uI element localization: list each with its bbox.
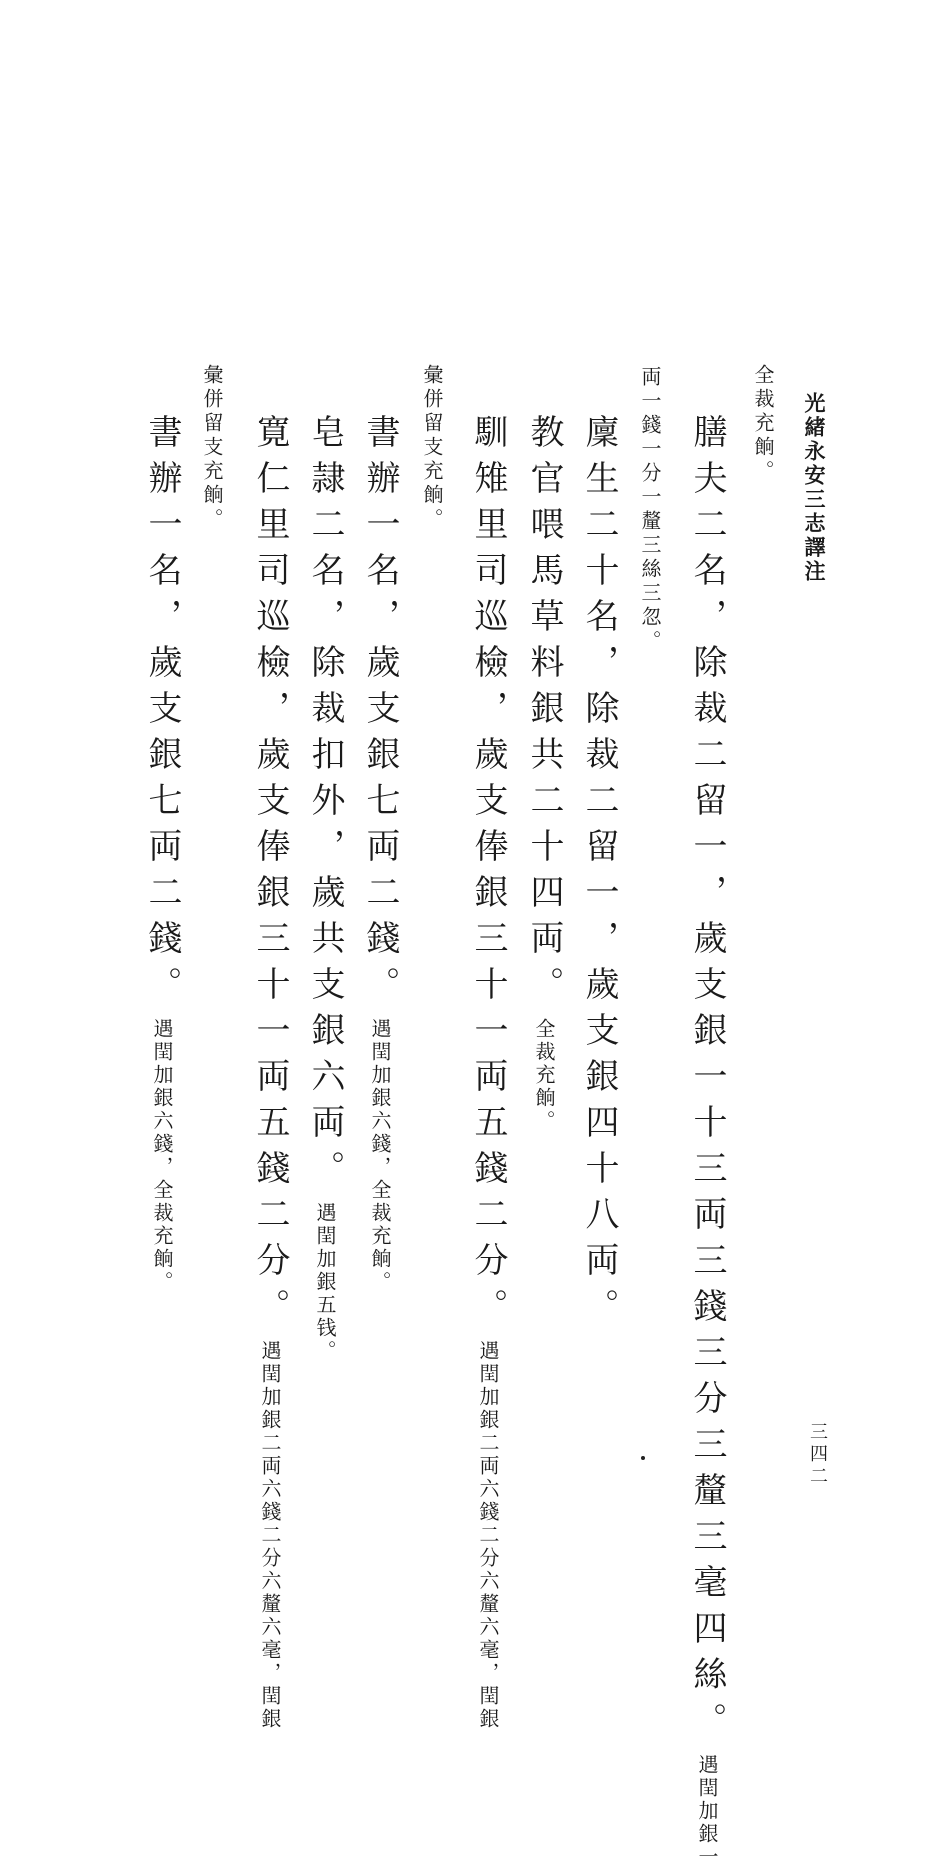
- entry-horse-fodder-text: 教官喂馬草料銀共二十四両。: [524, 414, 564, 1012]
- entry-clerk-1: [360, 414, 400, 1294]
- entry-clerk-1-note: 遇閏加銀六錢，全裁充餉。: [368, 1018, 392, 1294]
- entry-stipend-students: [579, 414, 619, 1334]
- note-continuation-11: 彙併留支充餉。: [200, 364, 224, 532]
- entry-clerk-2-text: 書辦一名，歲支銀七両二錢。: [142, 414, 182, 1012]
- entry-runners-text: 皂隷二名，除裁扣外，歲共支銀六両。: [305, 414, 345, 1196]
- entry-cook-note: 遇閏加銀一: [695, 1754, 719, 1869]
- running-title: 光緒永安三志譯注: [802, 392, 827, 584]
- entry-runners-note: 遇閏加銀五钱。: [313, 1202, 337, 1363]
- entry-horse-fodder-note: 全裁充餉。: [532, 1018, 556, 1133]
- entry-kuanren-inspector: [250, 414, 290, 1731]
- page-number: 三四二: [807, 1422, 828, 1488]
- entry-runners: [305, 414, 345, 1363]
- entry-clerk-2-note: 遇閏加銀六錢，全裁充餉。: [150, 1018, 174, 1294]
- entry-xunzhi-inspector: [468, 414, 508, 1731]
- note-continuation-7: 彙併留支充餉。: [420, 364, 444, 532]
- entry-clerk-2: [142, 414, 182, 1294]
- entry-horse-fodder: [524, 414, 564, 1133]
- entry-kuanren-inspector-text: 寛仁里司巡檢，歲支俸銀三十一両五錢二分。: [250, 414, 290, 1334]
- entry-kuanren-inspector-note: 遇閏加銀二両六錢二分六釐六毫，閏銀: [258, 1340, 282, 1731]
- entry-cook: [687, 414, 727, 1869]
- ink-speck: [641, 1456, 645, 1460]
- entry-xunzhi-inspector-text: 馴雉里司巡檢，歲支俸銀三十一両五錢二分。: [468, 414, 508, 1334]
- note-continuation-3: 両一錢一分一釐三絲三忽。: [638, 366, 662, 654]
- entry-cook-text: 膳夫二名，除裁二留一，歲支銀一十三両三錢三分三釐三毫四絲。: [687, 414, 727, 1748]
- entry-clerk-1-text: 書辦一名，歲支銀七両二錢。: [360, 414, 400, 1012]
- note-continuation-1: 全裁充餉。: [751, 364, 775, 484]
- entry-stipend-students-text: 廩生二十名，除裁二留一，歲支銀四十八両。: [579, 414, 619, 1334]
- entry-xunzhi-inspector-note: 遇閏加銀二両六錢二分六釐六毫，閏銀: [476, 1340, 500, 1731]
